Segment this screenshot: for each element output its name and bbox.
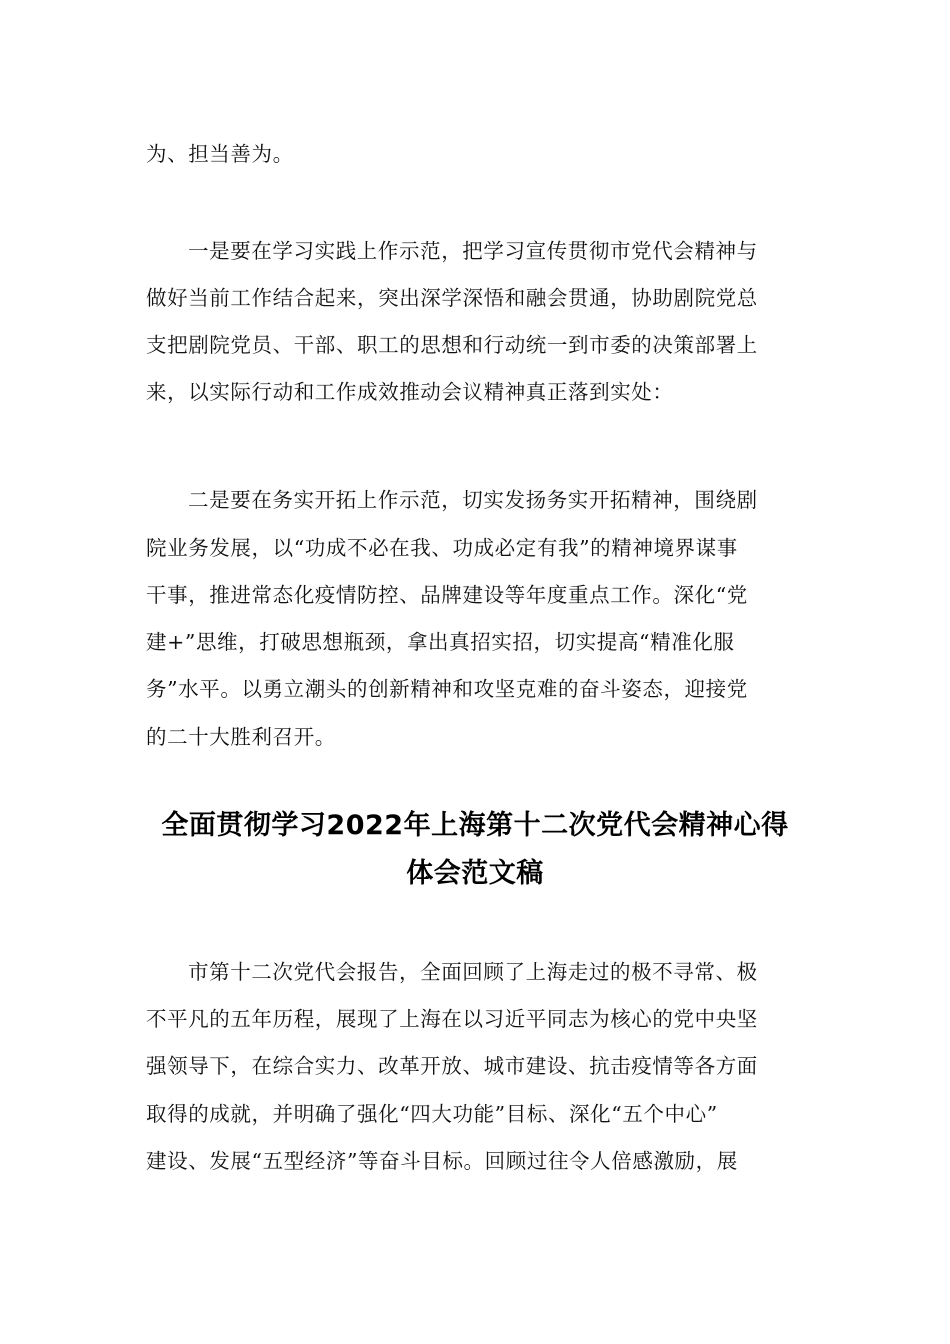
paragraph-one-line-1: 一是要在学习实践上作示范，把学习宣传贯彻市党代会精神与 [188,239,758,263]
paragraph-three-line-4: 取得的成就，并明确了强化“四大功能”目标、深化“五个中心” [146,1102,718,1126]
document-title-line-1: 全面贯彻学习2022年上海第十二次党代会精神心得 [161,810,789,841]
paragraph-one-line-3: 支把剧院党员、干部、职工的思想和行动统一到市委的决策部署上 [146,333,758,357]
paragraph-two-line-1: 二是要在务实开拓上作示范，切实发扬务实开拓精神，围绕剧 [188,488,758,512]
paragraph-two-line-5: 务”水平。以勇立潮头的创新精神和攻坚克难的奋斗姿态，迎接党 [146,677,748,701]
paragraph-two-line-6: 的二十大胜利召开。 [146,725,336,749]
paragraph-continuation-line: 为、担当善为。 [146,142,294,166]
paragraph-one-line-2: 做好当前工作结合起来，突出深学深悟和融会贯通，协助剧院党总 [146,286,758,310]
paragraph-two-line-4: 建+”思维，打破思想瓶颈，拿出真招实招，切实提高“精准化服 [146,630,735,654]
paragraph-two-line-3: 干事，推进常态化疫情防控、品牌建设等年度重点工作。深化“党 [146,583,748,607]
paragraph-one-line-4: 来，以实际行动和工作成效推动会议精神真正落到实处： [146,380,674,404]
document-title-line-2: 体会范文稿 [406,858,544,889]
paragraph-three-line-1: 市第十二次党代会报告，全面回顾了上海走过的极不寻常、极 [188,960,758,984]
paragraph-three-line-3: 强领导下，在综合实力、改革开放、城市建设、抗击疫情等各方面 [146,1054,758,1078]
paragraph-three-line-5: 建设、发展“五型经济”等奋斗目标。回顾过往令人倍感激励，展 [146,1149,738,1173]
paragraph-two-line-2: 院业务发展，以“功成不必在我、功成必定有我”的精神境界谋事 [146,536,738,560]
paragraph-three-line-2: 不平凡的五年历程，展现了上海在以习近平同志为核心的党中央坚 [146,1007,758,1031]
